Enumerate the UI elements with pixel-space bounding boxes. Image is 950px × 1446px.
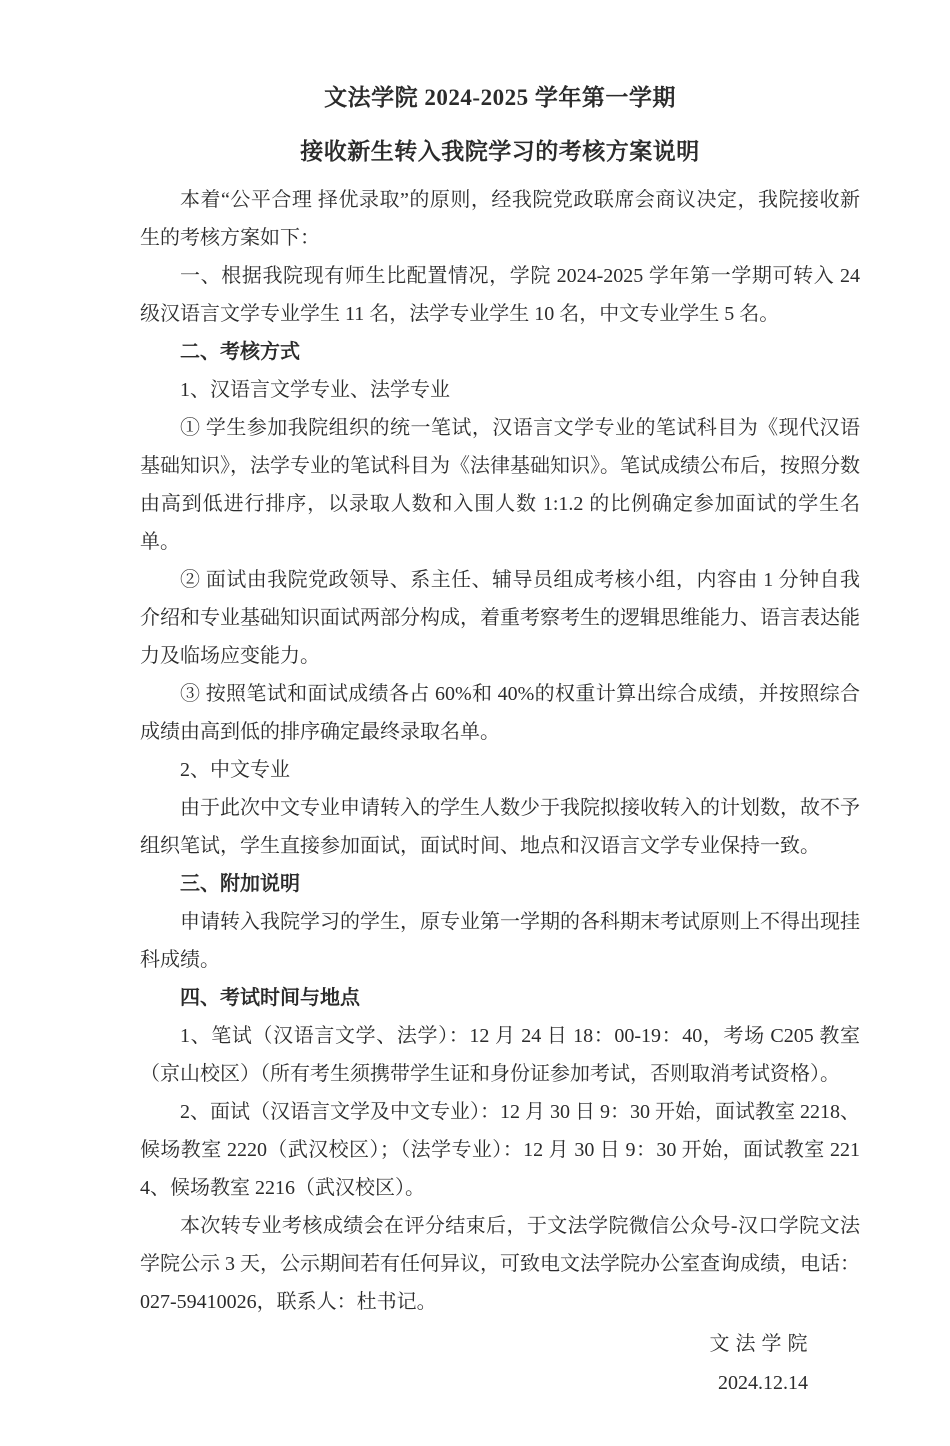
signature-date: 2024.12.14 [718, 1372, 808, 1394]
document-body [140, 181, 860, 1321]
paragraph-majors-list: 1、汉语言文学专业、法学专业 [180, 379, 450, 401]
paragraph-written-exam-schedule: 1、笔试（汉语言文学、法学）：12 月 24 日 18：00-19：40，考场 C205 教室（京山校区）（所有考生须携带学生证和身份证参加考试，否则取消考试资格）。 [140, 1025, 860, 1085]
section-heading-3: 三、附加说明 [180, 873, 300, 895]
signature-block [140, 1325, 860, 1403]
document-title-line1: 文法学院 2024-2025 学年第一学期 [324, 85, 676, 110]
section-heading-2: 二、考核方式 [180, 341, 300, 363]
paragraph-chinese-major-detail: 由于此次中文专业申请转入的学生人数少于我院拟接收转入的计划数，故不予组织笔试，学生直接参加面试，面试时间、地点和汉语言文学专业保持一致。 [140, 797, 860, 857]
paragraph-written-exam: ① 学生参加我院组织的统一笔试，汉语言文学专业的笔试科目为《现代汉语基础知识》，法学专业的笔试科目为《法律基础知识》。笔试成绩公布后，按照分数由高到低进行排序，以录取人数和入围人数 1:1.2 的比例确定参加面试的学生名单。 [140, 417, 860, 553]
paragraph-interview: ② 面试由我院党政领导、系主任、辅导员组成考核小组，内容由 1 分钟自我介绍和专业基础知识面试两部分构成，着重考察考生的逻辑思维能力、语言表达能力及临场应变能力。 [140, 569, 860, 667]
paragraph-interview-schedule: 2、面试（汉语言文学及中文专业）：12 月 30 日 9：30 开始，面试教室 2218、候场教室 2220（武汉校区）；（法学专业）：12 月 30 日 9：30 开始，面试教室 2214、候场教室 2216（武汉校区）。 [140, 1101, 860, 1199]
signature-department: 文 法 学 院 [709, 1333, 808, 1355]
section-heading-4: 四、考试时间与地点 [180, 987, 360, 1009]
paragraph-additional-note: 申请转入我院学习的学生，原专业第一学期的各科期末考试原则上不得出现挂科成绩。 [140, 911, 860, 971]
paragraph-chinese-major: 2、中文专业 [180, 759, 290, 781]
paragraph-score-weight: ③ 按照笔试和面试成绩各占 60%和 40%的权重计算出综合成绩，并按照综合成绩由高到低的排序确定最终录取名单。 [140, 683, 860, 743]
paragraph-section1-quota: 一、根据我院现有师生比配置情况，学院 2024-2025 学年第一学期可转入 24 级汉语言文学专业学生 11 名，法学专业学生 10 名，中文专业学生 5 名。 [140, 265, 860, 325]
paragraph-publicity-contact: 本次转专业考核成绩会在评分结束后，于文法学院微信公众号-汉口学院文法学院公示 3 天，公示期间若有任何异议，可致电文法学院办公室查询成绩，电话：027-59410026，联系人：杜书记。 [140, 1215, 860, 1313]
document-title-line2: 接收新生转入我院学习的考核方案说明 [300, 139, 700, 164]
paragraph-intro: 本着“公平合理 择优录取”的原则，经我院党政联席会商议决定，我院接收新生的考核方案如下： [140, 189, 860, 249]
